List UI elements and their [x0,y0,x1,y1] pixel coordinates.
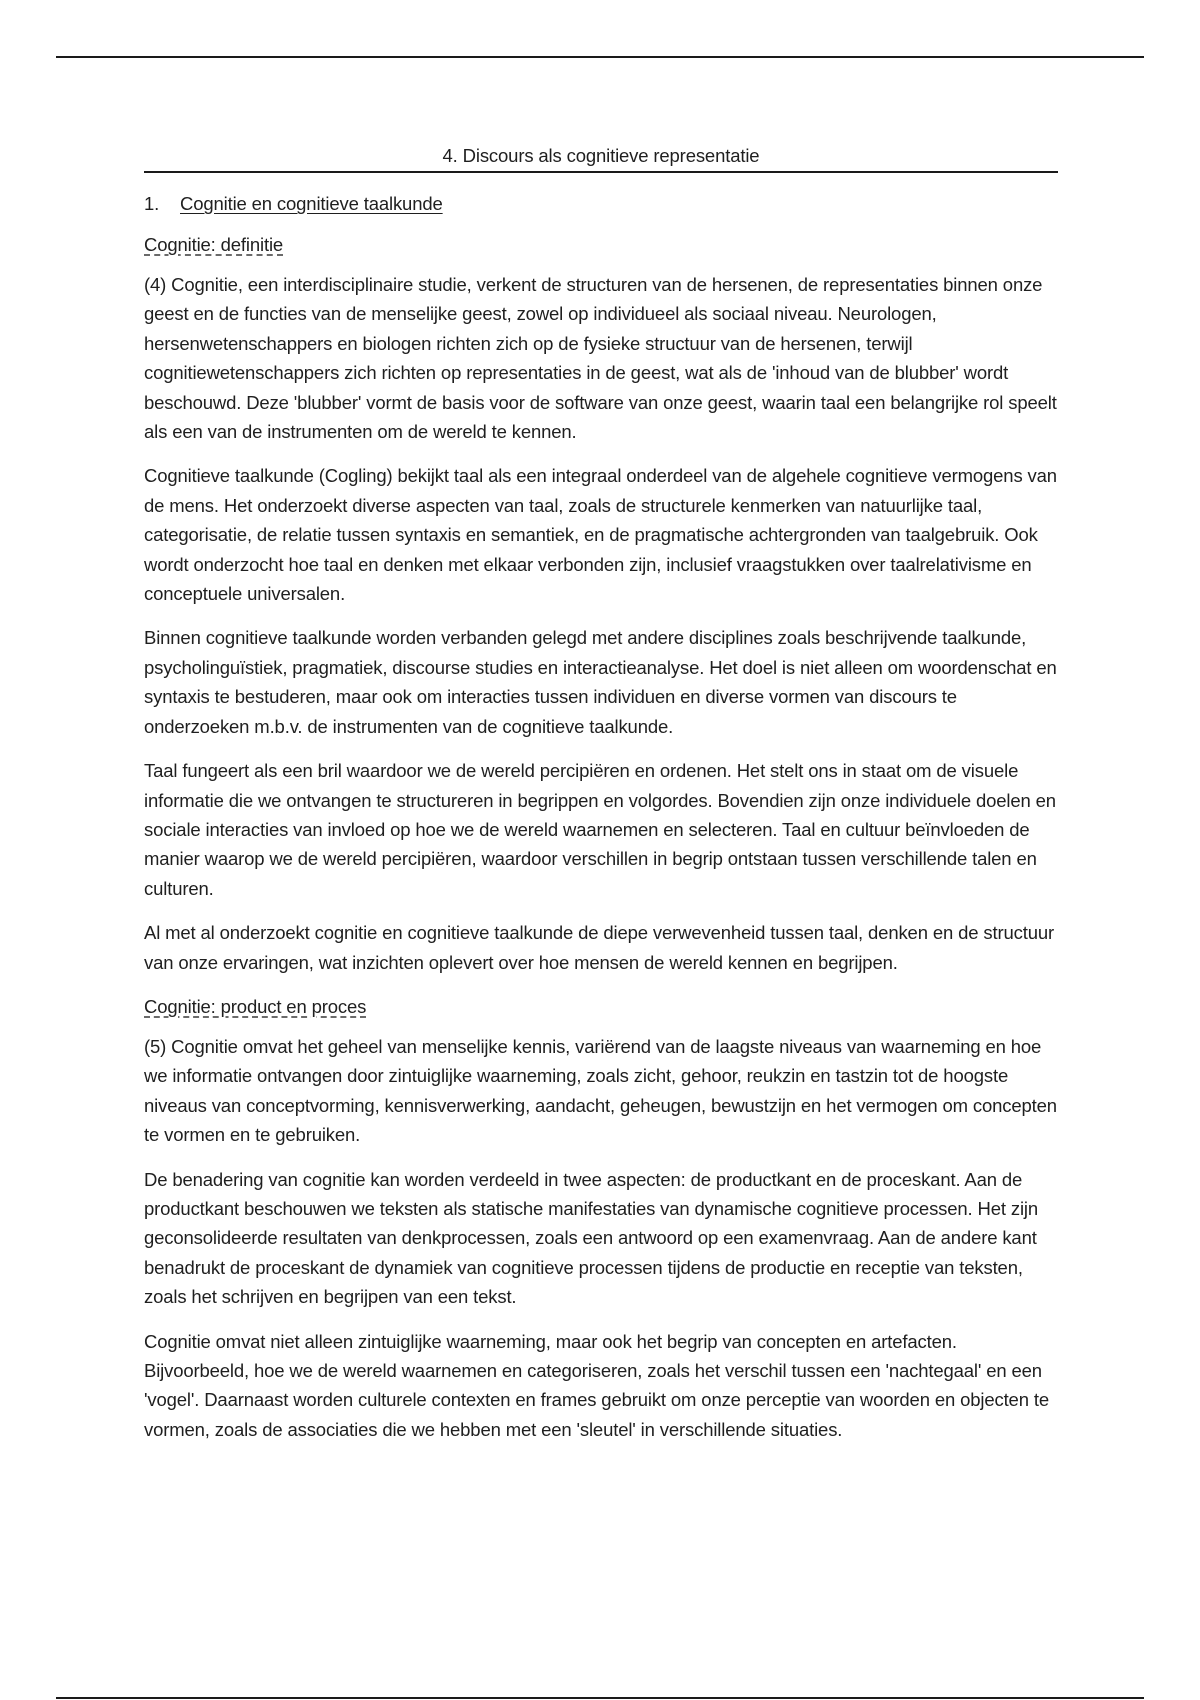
paragraph: Cognitie omvat niet alleen zintuiglijke waarneming, maar ook het begrip van concepten en artefacten. Bijvoorbeeld, hoe we de wereld waarnemen en categoriseren, zoals het verschil tussen een 'nachtegaal' en een 'vogel'. Daarnaast worden culturele contexten en frames gebruikt om onze perceptie van woorden en objecten te vormen, zoals de associaties die we hebben met een 'sleutel' in verschillende situaties. [144,1330,1049,1440]
header-rule [56,56,1144,58]
paragraph: Al met al onderzoekt cognitie en cognitieve taalkunde de diepe verwevenheid tussen taal, denken en de structuur van onze ervaringen, wat inzichten oplevert over hoe mensen de wereld kennen en begrijpen. [144,922,1054,973]
document-title: 4. Discours als cognitieve representatie [144,142,1058,173]
section-number: 1. [144,193,160,214]
paragraph: (5) Cognitie omvat het geheel van menselijke kennis, variërend van de laagste niveaus van waarneming en hoe we informatie ontvangen door zintuiglijke waarneming, zoals zicht, gehoor, reukzin en tastzin tot de hoogste niveaus van conceptvorming, kennisverwerking, aandacht, geheugen, bewustzijn en het vermogen om concepten te vormen en te gebruiken. [144,1035,1057,1146]
paragraph: Cognitieve taalkunde (Cogling) bekijkt taal als een integraal onderdeel van de algehele cognitieve vermogens van de mens. Het onderzoekt diverse aspecten van taal, zoals de structurele kenmerken van natuurlijke taal, categorisatie, de relatie tussen syntaxis en semantiek, en de pragmatische achtergronden van taalgebruik. Ook wordt onderzocht hoe taal en denken met elkaar verbonden zijn, inclusief vraagstukken over taalrelativisme en conceptuele universalen. [144,465,1057,605]
document-body [144,142,1058,1459]
subheading-definitie: Cognitie: definitie [144,234,284,255]
section-title: Cognitie en cognitieve taalkunde [180,193,443,214]
paragraph: Taal fungeert als een bril waardoor we de wereld percipiëren en ordenen. Het stelt ons in staat om de visuele informatie die we ontvangen te structureren in begrippen en volgordes. Bovendien zijn onze individuele doelen en sociale interacties van invloed op hoe we de wereld waarnemen en selecteren. Taal en cultuur beïnvloeden de manier waarop we de wereld percipiëren, waardoor verschillen in begrip ontstaan tussen verschillende talen en culturen. [144,760,1056,899]
paragraph: (4) Cognitie, een interdisciplinaire studie, verkent de structuren van de hersenen, de representaties binnen onze geest en de functies van de menselijke geest, zowel op individueel als sociaal niveau. Neurologen, hersenwetenschappers en biologen richten zich op de fysieke structuur van de hersenen, terwijl cognitiewetenschappers zich richten op representaties in de geest, wat als de 'inhoud van de blubber' wordt beschouwd. Deze 'blubber' vormt de basis voor de software van onze geest, waarin taal een belangrijke rol speelt als een van de instrumenten om de wereld te kennen. [144,274,1057,443]
footer-rule [56,1697,1144,1699]
subheading-product-en-proces: Cognitie: product en proces [144,995,367,1017]
paragraph: De benadering van cognitie kan worden verdeeld in twee aspecten: de productkant en de proceskant. Aan de productkant beschouwen we teksten als statische manifestaties van dynamische cognitieve processen. Het zijn geconsolideerde resultaten van denkprocessen, zoals een antwoord op een examenvraag. Aan de andere kant benadrukt de proceskant de dynamiek van cognitieve processen tijdens de productie en receptie van teksten, zoals het schrijven en begrijpen van een tekst. [144,1168,1039,1308]
paragraph: Binnen cognitieve taalkunde worden verbanden gelegd met andere disciplines zoals beschrijvende taalkunde, psycholinguïstiek, pragmatiek, discourse studies en interactieanalyse. Het doel is niet alleen om woordenschat en syntaxis te bestuderen, maar ook om interacties tussen individuen en diverse vormen van discours te onderzoeken m.b.v. de instrumenten van de cognitieve taalkunde. [144,627,1057,737]
section-heading [144,189,1058,218]
